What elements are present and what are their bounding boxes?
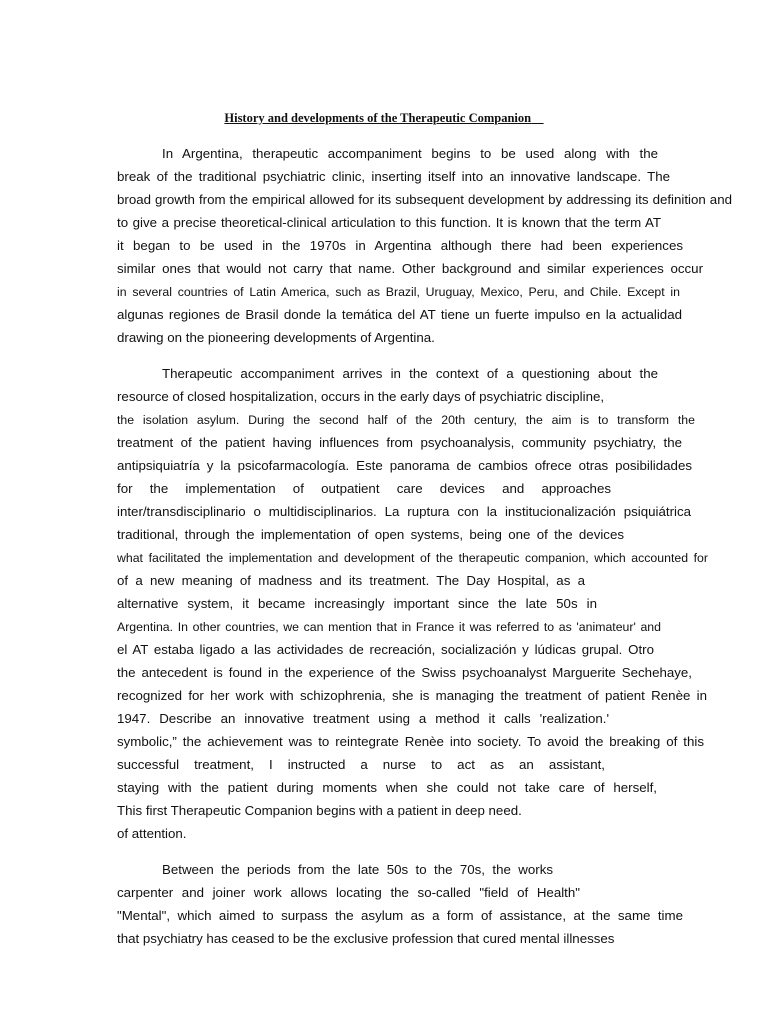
paragraph-1-line-5: it began to be used in the 1970s in Argentina although there had been experiences: [117, 238, 683, 253]
paragraph-2-line-6: for the implementation of outpatient care devices and approaches: [117, 481, 611, 496]
paragraph-2-line-21: of attention.: [117, 826, 187, 841]
paragraph-2-line-4: treatment of the patient having influences from psychoanalysis, community psychiatry, the: [117, 435, 682, 450]
paragraph-2-line-18: successful treatment, I instructed a nurse to act as an assistant,: [117, 757, 605, 772]
paragraph-2-line-10: of a new meaning of madness and its treatment. The Day Hospital, as a: [117, 573, 585, 588]
paragraph-2-line-12: Argentina. In other countries, we can mention that in France it was referred to as 'animateur' and: [117, 620, 661, 634]
paragraph-2-line-16: 1947. Describe an innovative treatment using a method it calls 'realization.': [117, 711, 609, 726]
paragraph-2-line-19: staying with the patient during moments when she could not take care of herself,: [117, 780, 657, 795]
paragraph-2-line-7: inter/transdisciplinario o multidisciplinarios. La ruptura con la institucionalización psiquiátrica: [117, 504, 691, 519]
title-trailing-underline: [531, 111, 544, 125]
paragraph-1-line-6: similar ones that would not carry that name. Other background and similar experiences occur: [117, 261, 703, 276]
paragraph-2-line-13: el AT estaba ligado a las actividades de recreación, socialización y lúdicas grupal. Otro: [117, 642, 654, 657]
paragraph-2-line-20: This first Therapeutic Companion begins with a patient in deep need.: [117, 803, 522, 818]
document-title: [0, 111, 768, 126]
paragraph-3-line-4: that psychiatry has ceased to be the exclusive profession that cured mental illnesses: [117, 931, 615, 946]
title-text: History and developments of the Therapeutic Companion: [224, 111, 532, 125]
paragraph-2-line-8: traditional, through the implementation of open systems, being one of the devices: [117, 527, 624, 542]
paragraph-2-line-15: recognized for her work with schizophrenia, she is managing the treatment of patient Renèe in: [117, 688, 707, 703]
paragraph-2-line-11: alternative system, it became increasingly important since the late 50s in: [117, 596, 597, 611]
paragraph-2-line-17: symbolic,” the achievement was to reintegrate Renèe into society. To avoid the breaking of this: [117, 734, 704, 749]
paragraph-2-line-1: Therapeutic accompaniment arrives in the context of a questioning about the: [162, 366, 658, 381]
paragraph-2-line-14: the antecedent is found in the experience of the Swiss psychoanalyst Marguerite Sechehaye,: [117, 665, 692, 680]
paragraph-1-line-2: break of the traditional psychiatric clinic, inserting itself into an innovative landscape. The: [117, 169, 670, 184]
paragraph-2-line-2: resource of closed hospitalization, occurs in the early days of psychiatric discipline,: [117, 389, 605, 404]
paragraph-2-line-5: antipsiquiatría y la psicofarmacología. Este panorama de cambios ofrece otras posibilidades: [117, 458, 692, 473]
paragraph-1-line-8: algunas regiones de Brasil donde la temática del AT tiene un fuerte impulso en la actualidad: [117, 307, 682, 322]
paragraph-3-line-2: carpenter and joiner work allows locating the so-called "field of Health": [117, 885, 580, 900]
paragraph-1-line-3: broad growth from the empirical allowed for its subsequent development by addressing its definition and: [117, 192, 732, 207]
paragraph-1-line-7: in several countries of Latin America, such as Brazil, Uruguay, Mexico, Peru, and Chile. Except in: [117, 285, 680, 299]
paragraph-3-line-1: Between the periods from the late 50s to the 70s, the works: [162, 862, 553, 877]
paragraph-3-line-3: "Mental", which aimed to surpass the asylum as a form of assistance, at the same time: [117, 908, 683, 923]
paragraph-1-line-9: drawing on the pioneering developments of Argentina.: [117, 330, 435, 345]
paragraph-1-line-1: In Argentina, therapeutic accompaniment begins to be used along with the: [162, 146, 658, 161]
paragraph-1-line-4: to give a precise theoretical-clinical articulation to this function. It is known that the term AT: [117, 215, 661, 230]
paragraph-2-line-9: what facilitated the implementation and development of the therapeutic companion, which accounted for: [117, 551, 708, 565]
paragraph-2-line-3: the isolation asylum. During the second half of the 20th century, the aim is to transform the: [117, 413, 695, 427]
